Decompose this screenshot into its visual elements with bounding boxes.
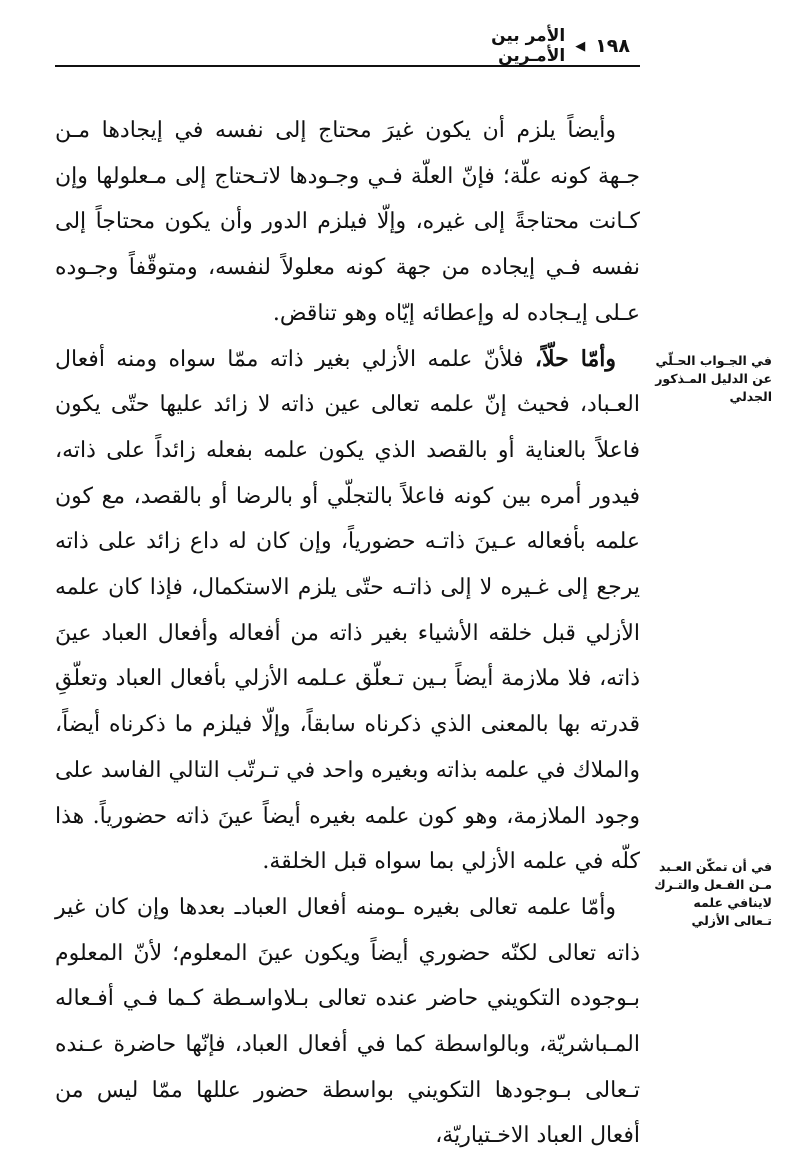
- paragraph-lead: وأمّا حلّاً،: [534, 345, 616, 372]
- running-title: الأمر بين الأمـرين: [491, 26, 566, 66]
- margin-note: في أن تمكّن العـبد مـن الفـعل والتـرك لاينافي علمه تـعالى الأزلي: [654, 859, 772, 928]
- page-number: ١٩٨: [595, 35, 630, 57]
- running-header: [430, 26, 630, 66]
- paragraph: وأمّا حلّاً، فلأنّ علمه الأزلي بغير ذاته ممّا سواه ومنه أفعال العـباد، فحيث إنّ علمه تعالى عين ذاته لا زائد عليها حتّى يكون فاعلاً بالعناية أو بالقصد الذي يكون علمه بفعله زائداً على ذاته، فيدور أمره بين كونه فاعلاً بالتجلّي أو بالرضا أو بالقصد، مع كون علمه بأفعاله عـينَ ذاتـه حضورياً، وإن كان له داع زائد على ذاته يرجع إلى غـيره لا إلى ذاتـه حتّى يلزم الاستكمال، فإذا كان علمه الأزلي قبل خلقه الأشياء بغير ذاته من أفعاله وأفعال العباد عينَ ذاته، فلا ملازمة أيضاً بـين تـعلّق عـلمه الأزلي بأفعال العباد وتعلّقِ قدرته بها بالمعنى الذي ذكرناه سابقاً، وإلّا فيلزم ما ذكرناه أيضاً، والملاك في علمه بذاته وبغيره واحد في تـرتّب التالي الفاسد على وجود الملازمة، وهو كون علمه بغيره أيضاً عينَ ذاته حضورياً. هذا كلّه في علمه الأزلي بما سواه قبل الخلقة.: [55, 345, 640, 875]
- body-text: [55, 108, 640, 1159]
- margin-note: في الجـواب الحـلّي عن الدليل المـذكور الجدلي: [655, 353, 772, 404]
- paragraph: وأيضاً يلزم أن يكون غيرَ محتاج إلى نفسه في إيجادها مـن جـهة كونه علّة؛ فإنّ العلّة فـي وجـودها لاتـحتاج إلى مـعلولها وإن كـانت محتاجةً إلى غيره، وإلّا فيلزم الدور وأن يكون محتاجاً إلى نفسه فـي إيجاده من جهة كونه معلولاً لنفسه، ومتوقّفاً وجـوده عـلى إيـجاده له وإعطائه إيّاه وهو تناقض.: [55, 118, 640, 326]
- header-divider: [55, 65, 640, 67]
- left-triangle-icon: ◀: [575, 38, 586, 54]
- paragraph: وأمّا علمه تعالى بغيره ـومنه أفعال العبادـ بعدها وإن كان غير ذاته تعالى لكنّه حضوري أيضاً ويكون عينَ المعلوم؛ لأنّ المعلوم بـوجوده التكويني حاضر عنده تعالى بـلاواسـطة كـما فـي أفـعاله المـباشريّة، وبالواسطة كما في أفعال العباد، فإنّها حاضرة عـنده تـعالى بـوجودها التكويني بواسطة حضور عللها ممّا ليس من أفعال العباد الاخـتياريّة،: [55, 894, 640, 1149]
